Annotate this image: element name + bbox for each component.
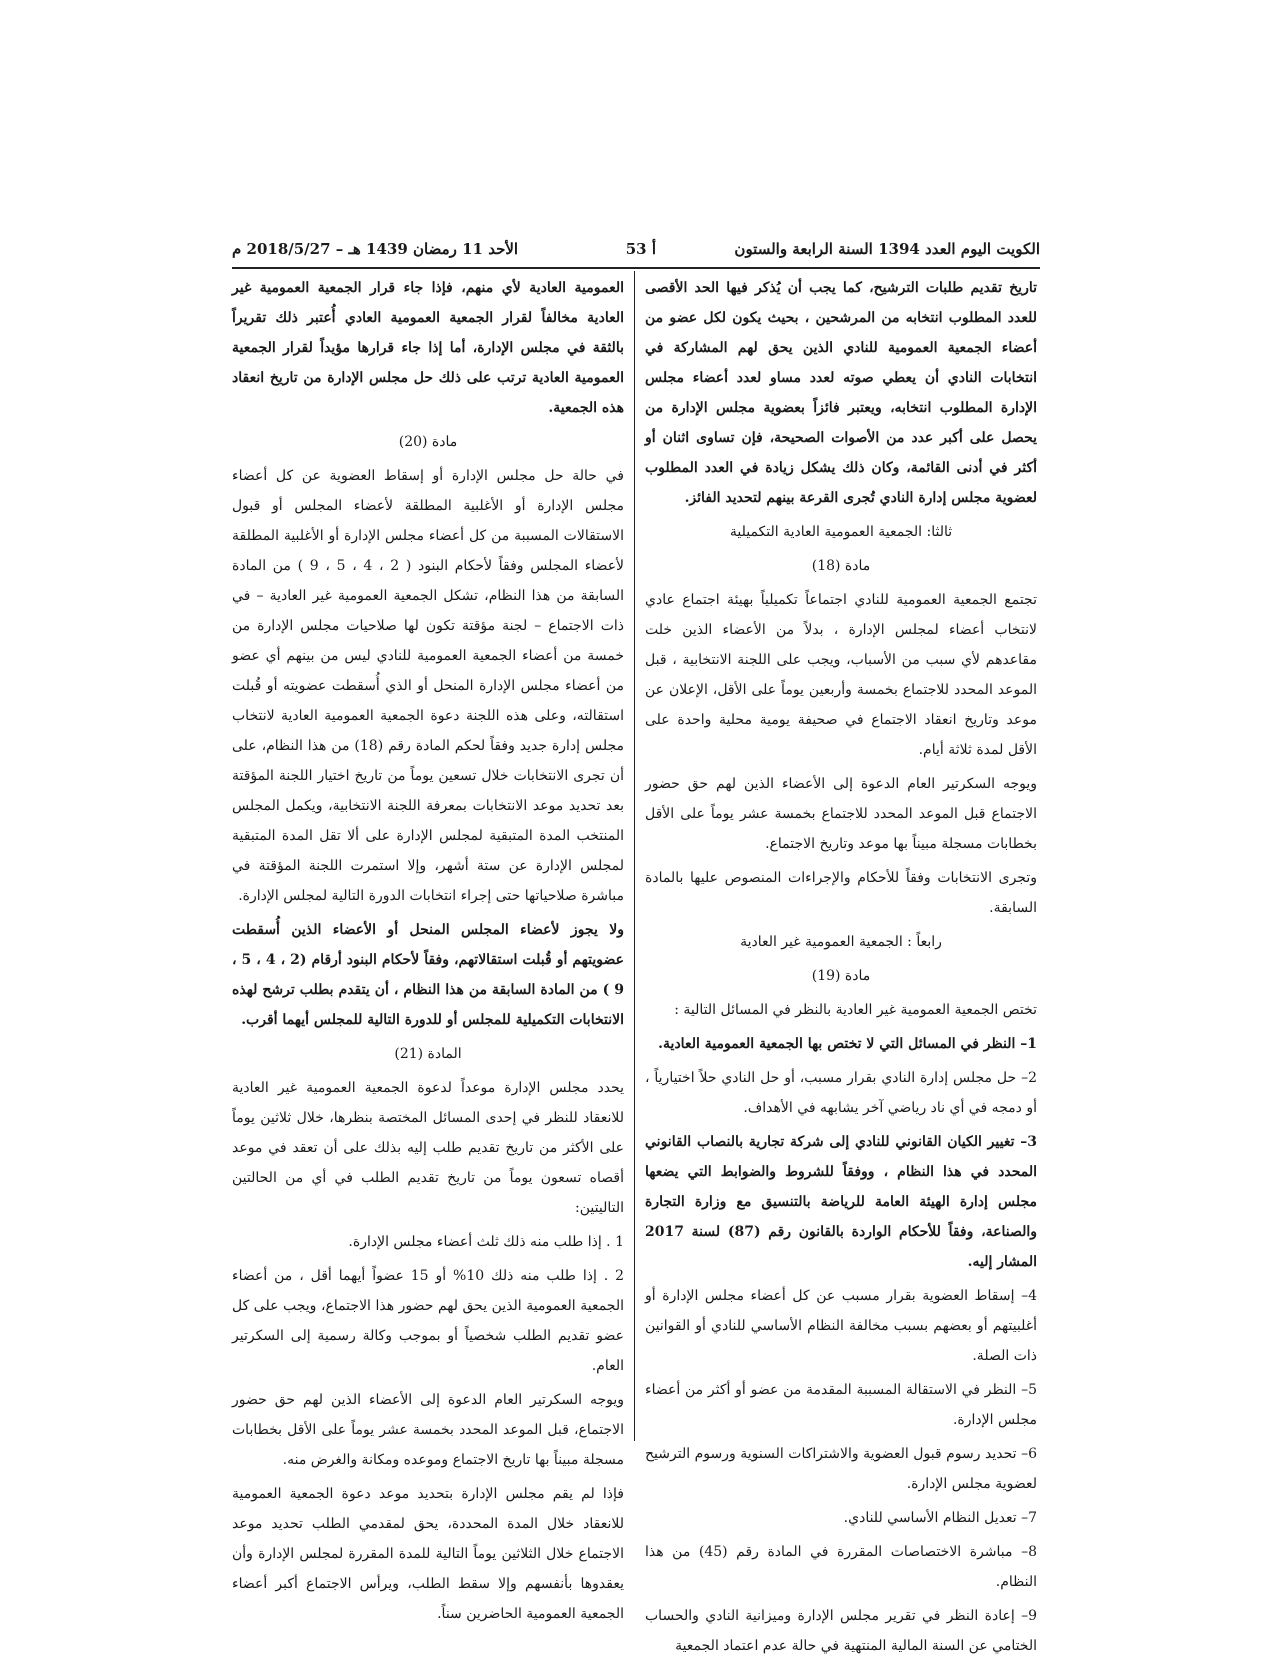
section-title: ثالثا: الجمعية العمومية العادية التكميلية	[729, 524, 953, 540]
list-item: 1– النظر في المسائل التي لا تختص بها الجمعية العمومية العادية.	[658, 1036, 1037, 1052]
list-item: 9– إعادة النظر في تقرير مجلس الإدارة وميزانية النادي والحساب الختامي عن السنة المالية المنتهية في حالة عدم اعتماد الجمعية	[645, 1608, 1037, 1654]
list-item: 6– تحديد رسوم قبول العضوية والاشتراكات السنوية ورسوم الترشيح لعضوية مجلس الإدارة.	[645, 1446, 1037, 1492]
list-item: 3– تغيير الكيان القانوني للنادي إلى شركة تجارية بالنصاب القانوني المحدد في هذا النظام ، ووفقاً للشروط والضوابط التي يضعها مجلس إدارة الهيئة العامة للرياضة بالتنسيق مع وزارة التجارة والصناعة، وفقاً للأحكام الواردة بالقانون رقم (87) لسنة 2017 المشار إليه.	[645, 1134, 1037, 1270]
paragraph: وتجرى الانتخابات وفقاً للأحكام والإجراءات المنصوص عليها بالمادة السابقة.	[645, 870, 1037, 916]
issue-date: الأحد 11 رمضان 1439 هـ – 2018/5/27 م	[232, 240, 519, 258]
section-title: رابعاً : الجمعية العمومية غير العادية	[740, 934, 942, 950]
list-item: 4– إسقاط العضوية بقرار مسبب عن كل أعضاء مجلس الإدارة أو أغلبيتهم أو بعضهم بسبب مخالفة النظام الأساسي للنادي أو القوانين ذات الصلة.	[645, 1288, 1037, 1364]
left-column	[232, 273, 625, 1622]
newspaper-issue: الكويت اليوم العدد 1394 السنة الرابعة والستون	[734, 240, 1040, 258]
list-item: 1 . إذا طلب منه ذلك ثلث أعضاء مجلس الإدارة.	[348, 1234, 624, 1250]
article-title: مادة (18)	[811, 558, 871, 574]
paragraph: العمومية العادية لأي منهم، فإذا جاء قرار الجمعية العمومية غير العادية مخالفاً لقرار الجمعية العمومية العادي أُعتبر ذلك تقريراً بالثقة في مجلس الإدارة، أما إذا جاء قرارها مؤيداً لقرار الجمعية العمومية العادية ترتب على ذلك حل مجلس الإدارة من تاريخ انعقاد هذه الجمعية.	[232, 280, 624, 416]
paragraph: في حالة حل مجلس الإدارة أو إسقاط العضوية عن كل أعضاء مجلس الإدارة أو الأغلبية المطلقة لأعضاء المجلس أو قبول الاستقالات المسببة من كل أعضاء مجلس الإدارة أو الأغلبية المطلقة لأعضاء المجلس وفقاً لأحكام البنود ( 2 ، 4 ، 5 ، 9 ) من المادة السابقة من هذا النظام، تشكل الجمعية العمومية غير العادية – في ذات الاجتماع – لجنة مؤقتة تكون لها صلاحيات مجلس الإدارة من خمسة من أعضاء الجمعية العمومية للنادي ليس من بينهم أي عضو من أعضاء مجلس الإدارة المنحل أو الذي أُسقطت عضويته أو قُبلت استقالته، وعلى هذه اللجنة دعوة الجمعية العمومية العادية لانتخاب مجلس إدارة جديد وفقاً لحكم المادة رقم (18) من هذا النظام، على أن تجرى الانتخابات خلال تسعين يوماً من تاريخ اختيار اللجنة المؤقتة بعد تحديد موعد الانتخابات بمعرفة اللجنة الانتخابية، ويكمل المجلس المنتخب المدة المتبقية لمجلس الإدارة على ألا تقل المدة المتبقية لمجلس الإدارة عن ستة أشهر، وإلا استمرت اللجنة المؤقتة في مباشرة صلاحياتها حتى إجراء انتخابات الدورة التالية لمجلس الإدارة.	[232, 468, 625, 904]
paragraph: ويوجه السكرتير العام الدعوة إلى الأعضاء الذين لهم حق حضور الاجتماع قبل الموعد المحدد للاجتماع بخمسة عشر يوماً على الأقل بخطابات مسجلة مبيناً بها موعد وتاريخ الاجتماع.	[645, 776, 1037, 852]
page-number: أ 53	[625, 240, 656, 258]
list-item: 2– حل مجلس إدارة النادي بقرار مسبب، أو حل النادي حلاً اختيارياً ، أو دمجه في أي ناد رياضي آخر يشابهه في الأهداف.	[645, 1070, 1037, 1116]
header-rule	[232, 267, 1040, 269]
paragraph: فإذا لم يقم مجلس الإدارة بتحديد موعد دعوة الجمعية العمومية للانعقاد خلال المدة المحددة، يحق لمقدمي الطلب تحديد موعد الاجتماع خلال الثلاثين يوماً التالية للمدة المقررة لمجلس الإدارة وأن يعقدوها بأنفسهم وإلا سقط الطلب، ويرأس الاجتماع أكبر أعضاء الجمعية العمومية الحاضرين سناً.	[232, 1486, 624, 1622]
paragraph: تجتمع الجمعية العمومية للنادي اجتماعاً تكميلياً بهيئة اجتماع عادي لانتخاب أعضاء لمجلس الإدارة ، بدلاً من الأعضاء الذين خلت مقاعدهم لأي سبب من الأسباب، ويجب على اللجنة الانتخابية ، قبل الموعد المحدد للاجتماع بخمسة وأربعين يوماً على الأقل، الإعلان عن موعد وتاريخ انعقاد الاجتماع في صحيفة يومية محلية واحدة على الأقل لمدة ثلاثة أيام.	[645, 592, 1037, 758]
article-title: المادة (21)	[394, 1046, 462, 1062]
column-divider	[634, 271, 635, 1441]
page-header	[232, 240, 1040, 264]
right-column	[645, 273, 1037, 1654]
list-item: 7– تعديل النظام الأساسي للنادي.	[843, 1510, 1037, 1526]
list-item: 5– النظر في الاستقالة المسببة المقدمة من عضو أو أكثر من أعضاء مجلس الإدارة.	[645, 1382, 1037, 1428]
paragraph: ولا يجوز لأعضاء المجلس المنحل أو الأعضاء الذين أُسقطت عضويتهم أو قُبلت استقالاتهم، وفقاً لأحكام البنود أرقام (2 ، 4 ، 5 ، 9 ) من المادة السابقة من هذا النظام ، أن يتقدم بطلب ترشح لهذه الانتخابات التكميلية للمجلس أو للدورة التالية للمجلس أيهما أقرب.	[232, 922, 624, 1028]
list-item: 8– مباشرة الاختصاصات المقررة في المادة رقم (45) من هذا النظام.	[645, 1544, 1037, 1590]
paragraph: تاريخ تقديم طلبات الترشيح، كما يجب أن يُذكر فيها الحد الأقصى للعدد المطلوب انتخابه من المرشحين ، بحيث يكون لكل عضو من أعضاء الجمعية العمومية للنادي الذين يحق لهم المشاركة في انتخابات النادي أن يعطي صوته لعدد مساو لعدد أعضاء مجلس الإدارة المطلوب انتخابه، ويعتبر فائزاً بعضوية مجلس الإدارة من يحصل على أكبر عدد من الأصوات الصحيحة، فإن تساوى اثنان أو أكثر في أدنى القائمة، وكان ذلك يشكل زيادة في العدد المطلوب لعضوية مجلس إدارة النادي تُجرى القرعة بينهم لتحديد الفائز.	[645, 280, 1037, 506]
article-title: مادة (20)	[398, 434, 458, 450]
article-title: مادة (19)	[811, 968, 871, 984]
paragraph: ويوجه السكرتير العام الدعوة إلى الأعضاء الذين لهم حق حضور الاجتماع، قبل الموعد المحدد بخمسة عشر يوماً على الأقل بخطابات مسجلة مبيناً بها تاريخ الاجتماع وموعده ومكانة والغرض منه.	[232, 1392, 624, 1468]
paragraph: تختص الجمعية العمومية غير العادية بالنظر في المسائل التالية :	[674, 1002, 1037, 1018]
list-item: 2 . إذا طلب منه ذلك 10% أو 15 عضواً أيهما أقل ، من أعضاء الجمعية العمومية الذين يحق لهم حضور هذا الاجتماع، ويجب على كل عضو تقديم الطلب شخصياً أو بموجب وكالة رسمية إلى السكرتير العام.	[232, 1268, 625, 1374]
paragraph: يحدد مجلس الإدارة موعداً لدعوة الجمعية العمومية غير العادية للانعقاد للنظر في إحدى المسائل المختصة بنظرها، خلال ثلاثين يوماً على الأكثر من تاريخ تقديم طلب إليه بذلك على أن تعقد في موعد أقصاه تسعون يوماً من تاريخ تقديم الطلب في أي من الحالتين التاليتين:	[232, 1080, 624, 1216]
